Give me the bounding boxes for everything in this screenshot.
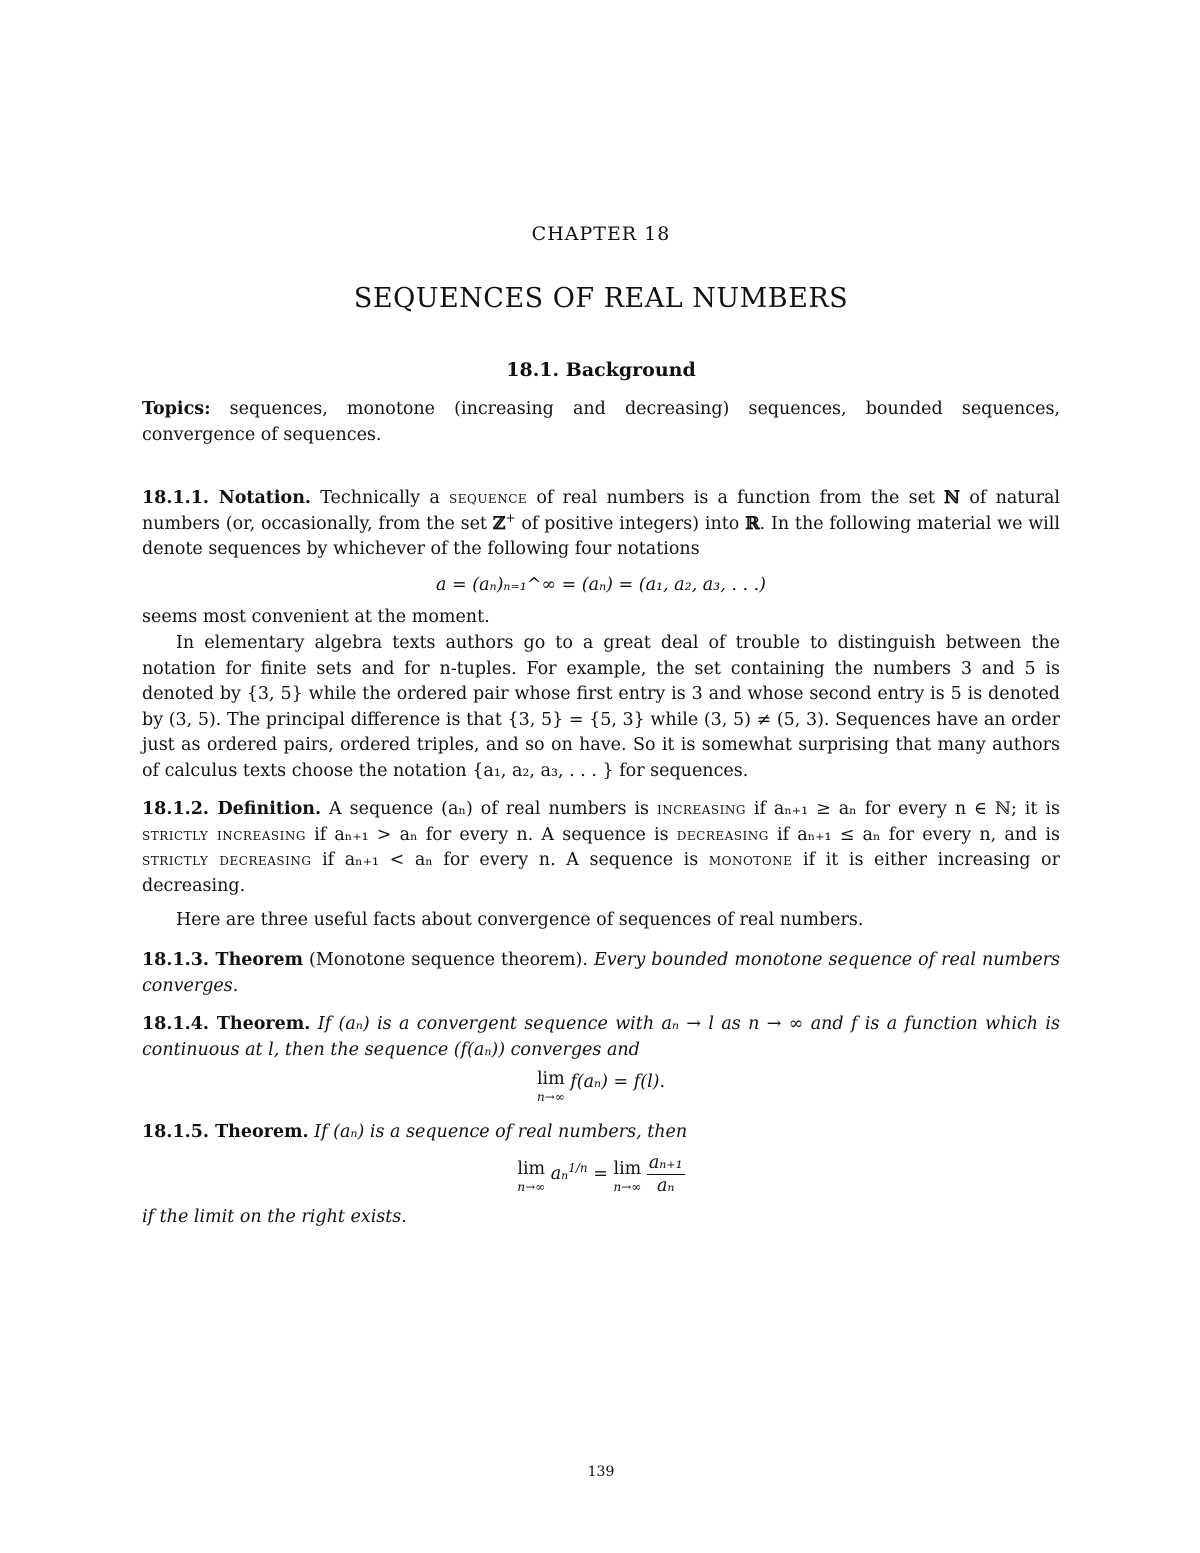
lim-subscript: n→∞: [536, 1090, 565, 1104]
notation-after: seems most convenient at the moment.: [142, 607, 490, 627]
notation-text-5: . In the following material we will denote sequences by whichever of the following four notations: [142, 513, 1060, 559]
definition-text: A sequence (aₙ) of real numbers is: [329, 799, 650, 819]
section-heading: [142, 358, 1060, 384]
theorem-5-heading: 18.1.5. Theorem.: [142, 1122, 309, 1142]
ratio-denominator: aₙ: [656, 1176, 675, 1196]
theorem-monotone: [142, 948, 1060, 999]
keyword-strictly-increasing: strictly increasing: [142, 824, 306, 845]
definition-decreasing-text: if aₙ₊₁ ≤ aₙ for every n, and is: [777, 824, 1060, 845]
theorem-3-statement: Every bounded monotone sequence of real numbers converges.: [142, 950, 1060, 996]
chapter-title: SEQUENCES OF REAL NUMBERS: [353, 283, 849, 314]
notation-display: a = (aₙ)ₙ₌₁^∞ = (aₙ) = (a₁, a₂, a₃, . . .): [436, 575, 766, 595]
lim-subscript-left: n→∞: [517, 1180, 546, 1194]
theorem-5-statement: If (aₙ) is a sequence of real numbers, then: [314, 1122, 688, 1142]
notation-text-2: of real numbers is a function from the set: [536, 488, 935, 508]
theorem-3-heading: 18.1.3. Theorem: [142, 950, 303, 970]
theorem-4-formula: f(aₙ) = f(l).: [570, 1072, 666, 1092]
lim-text-left: lim: [517, 1159, 546, 1179]
theorem-4-heading: 18.1.4. Theorem.: [142, 1014, 311, 1034]
definition-monotone-text: if it is either increasing or decreasing.: [142, 850, 1060, 896]
lim-text-right: lim: [613, 1159, 642, 1179]
chapter-label: CHAPTER 18: [531, 223, 671, 245]
notation-text-1: Technically a: [320, 488, 440, 508]
keyword-strictly-decreasing: strictly decreasing: [142, 850, 312, 870]
limit-operator-left: [517, 1160, 545, 1196]
theorem-ratio-root: [142, 1120, 1060, 1146]
notation-text-3: of natural numbers (or, occasionally, from the set: [142, 488, 1060, 534]
integers-plus: +: [505, 510, 516, 525]
equals-sign: =: [593, 1164, 608, 1184]
notation-paragraph: [142, 486, 1060, 563]
sets-vs-tuples-paragraph: In elementary algebra texts authors go to a great deal of trouble to distinguish between the notation for finite sets and for n-tuples. For example, the set containing the numbers 3 and 5 is denoted by {3, 5} while the ordered pair whose first entry is 3 and whose second entry is 5 is denoted by (3, 5). The principal difference is that {3, 5} = {5, 3} while (3, 5) ≠ (5, 3). Sequences have an order just as ordered pairs, ordered triples, and so on have. So it is somewhat surprising that many authors of calculus texts choose the notation {a₁, a₂, a₃, . . . } for sequences.: [142, 633, 1060, 781]
topics-label: Topics:: [142, 399, 211, 419]
lim-subscript-right: n→∞: [613, 1180, 642, 1194]
keyword-sequence: sequence: [449, 488, 528, 508]
section-title: 18.1. Background: [506, 359, 696, 381]
root-base: aₙ: [550, 1164, 569, 1184]
reals-symbol: ℝ: [745, 513, 760, 534]
definition-heading: 18.1.2. Definition.: [142, 799, 322, 819]
naturals-symbol: ℕ: [944, 488, 961, 508]
ratio-numerator: aₙ₊₁: [648, 1153, 683, 1173]
limit-operator: [537, 1070, 565, 1106]
lim-text: lim: [536, 1069, 565, 1089]
facts-intro: Here are three useful facts about convergence of sequences of real numbers.: [176, 910, 864, 930]
definition-strictly-increasing-text: if aₙ₊₁ > aₙ for every n. A sequence is: [314, 824, 669, 845]
root-exponent: 1/n: [568, 1161, 588, 1176]
notation-text-4: of positive integers) into: [521, 513, 740, 534]
theorem-continuity: [142, 1012, 1060, 1063]
keyword-monotone: monotone: [708, 850, 793, 870]
ratio-fraction: [647, 1152, 685, 1197]
keyword-increasing: increasing: [657, 799, 746, 819]
definition-strictly-decreasing-text: if aₙ₊₁ < aₙ for every n. A sequence is: [322, 850, 699, 870]
page-number: 139: [587, 1464, 615, 1480]
definition-increasing-text: if aₙ₊₁ ≥ aₙ for every n ∈ ℕ; it is: [753, 799, 1060, 819]
topics-paragraph: [142, 397, 1060, 448]
limit-operator-right: [613, 1160, 641, 1196]
keyword-decreasing: decreasing: [676, 824, 769, 845]
theorem-4-statement: If (aₙ) is a convergent sequence with aₙ → l as n → ∞ and f is a function which is continuous at l, then the sequence (f(aₙ)) converges and: [142, 1014, 1061, 1060]
integers-symbol: ℤ: [492, 513, 506, 534]
notation-heading: 18.1.1. Notation.: [142, 488, 312, 508]
definition-paragraph: [142, 797, 1060, 899]
theorem-5-condition: if the limit on the right exists.: [142, 1207, 407, 1227]
topics-text: sequences, monotone (increasing and decreasing) sequences, bounded sequences, convergence of sequences.: [142, 399, 1060, 445]
theorem-3-name: (Monotone sequence theorem).: [309, 950, 588, 970]
theorem-4-display: [142, 1070, 1060, 1106]
theorem-5-display: [142, 1152, 1060, 1197]
